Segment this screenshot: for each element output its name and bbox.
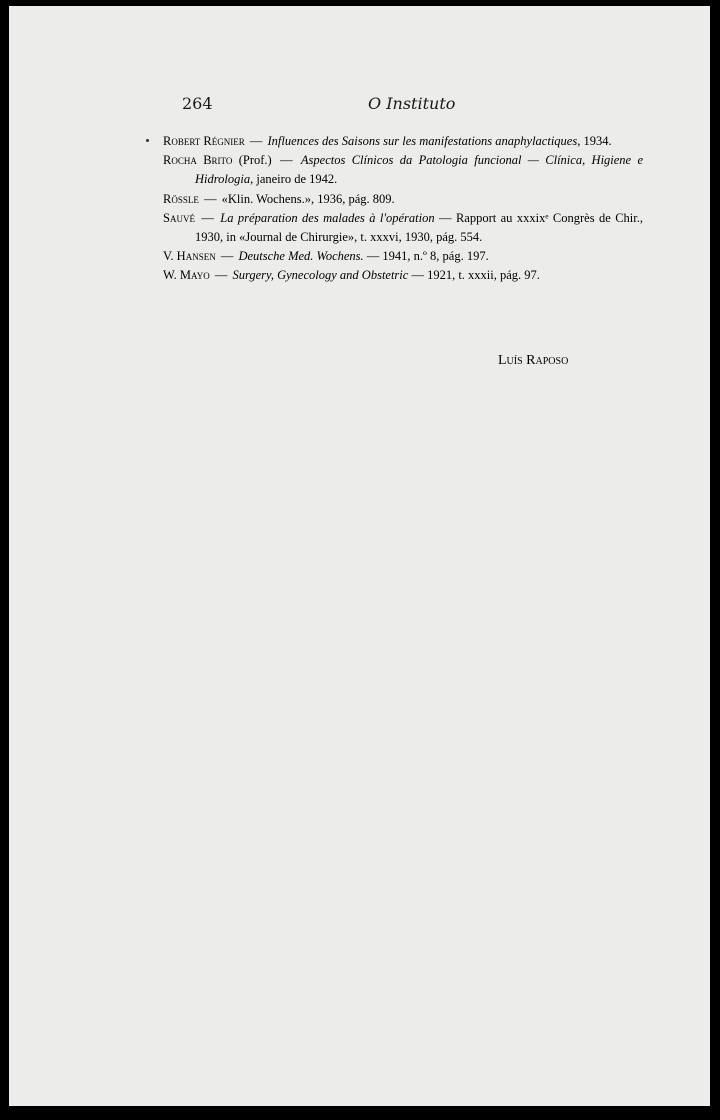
reference-list	[163, 132, 643, 286]
reference-item	[163, 190, 643, 209]
reference-details: , janeiro de 1942.	[250, 172, 338, 187]
reference-title: La préparation des malades à l'opération	[220, 210, 435, 225]
reference-author: Rocha Brito	[163, 153, 233, 168]
page-number: 264	[182, 94, 213, 113]
reference-item	[163, 247, 643, 266]
reference-title: Surgery, Gynecology and Obstetric	[232, 268, 409, 283]
reference-author: W. Mayo	[163, 268, 210, 283]
reference-separator: —	[201, 210, 214, 225]
reference-author: Sauvé	[163, 210, 195, 225]
reference-separator: —	[249, 134, 263, 148]
reference-title: Influences des Saisons sur les manifestations anaphylactiques	[267, 134, 578, 148]
reference-details: — 1921, t. xxxii, pág. 97.	[408, 268, 540, 283]
reference-details: — Rapport au xxxixᵉ Congrès de Chir., 1930, in «Journal de Chirurgie», t. xxxvi, 1930, pág. 554.	[195, 210, 644, 245]
reference-author: V. Hansen	[163, 249, 216, 264]
reference-item	[163, 132, 643, 151]
reference-separator: —	[214, 268, 228, 283]
reference-details: — 1941, n.º 8, pág. 197.	[363, 249, 489, 264]
reference-author: Robert Régnier	[163, 134, 245, 148]
reference-author: Rössle	[163, 191, 199, 206]
stray-mark	[146, 139, 149, 142]
reference-details: , 1934.	[577, 134, 612, 148]
reference-item	[163, 266, 643, 285]
reference-item	[163, 209, 643, 247]
reference-item	[163, 151, 643, 189]
reference-separator: —	[203, 191, 217, 206]
reference-details: «Klin. Wochens.», 1936, pág. 809.	[221, 191, 395, 206]
running-title: O Instituto	[368, 94, 456, 113]
reference-author-suffix: (Prof.)	[232, 153, 272, 168]
reference-title: Deutsche Med. Wochens.	[238, 249, 364, 264]
reference-separator: —	[280, 153, 293, 168]
page-header	[172, 94, 632, 118]
reference-separator: —	[220, 249, 234, 264]
reference-title: Aspectos Clínicos da Patologia funcional — Clínica, Higiene e Hidrologia	[195, 153, 644, 187]
author-signature: Luís Raposo	[498, 353, 569, 368]
